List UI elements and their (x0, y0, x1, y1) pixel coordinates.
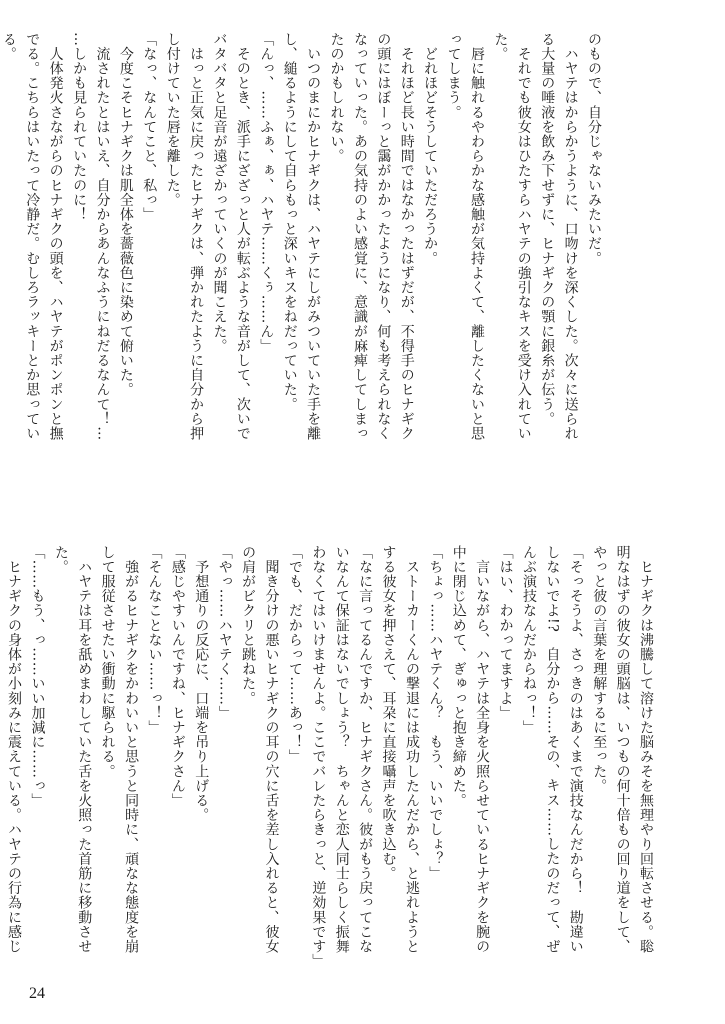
text-line: それほど長い時間ではなかったはずだが、不得手のヒナギク (398, 32, 415, 441)
text-line: んぶ演技なんだからねっ！」 (520, 545, 537, 735)
text-line: 「そっそうよ、さっきのはあくまで演技なんだから！ 勘違い (567, 545, 584, 954)
text-line: る。 (0, 32, 17, 62)
text-line: そのとき、派手にざざっと人が転ぶような音がして、次いで (234, 32, 251, 441)
text-line: ヒナギクは沸騰して溶けた脳みそを無理やり回転させる。聡 (638, 545, 654, 954)
text-line: 「なに言ってるんですか、ヒナギクさん。彼がもう戻ってこな (357, 545, 374, 954)
text-line: 言いながら、ハヤテは全身を火照らせているヒナギクを腕の (474, 545, 491, 954)
text-line: 「そんなことない……っ！」 (146, 545, 163, 735)
text-line: 中に閉じ込めて、ぎゅっと抱き締めた。 (450, 545, 467, 808)
text-line: いつのまにかヒナギクは、ハヤテにしがみついていた手を離 (305, 32, 322, 441)
text-line: それでも彼女はひたすらハヤテの強引なキスを受け入れてい (515, 32, 532, 441)
text-line: 唇に触れるやわらかな感触が気持よくて、離したくないと思 (468, 32, 485, 441)
text-line: し付けていた唇を離した。 (164, 32, 181, 208)
text-line: ハヤテはからかうように、口吻けを深くした。次々に送られ (562, 32, 579, 441)
text-line: バタバタと足音が遠ざかっていくのが聞こえた。 (211, 32, 228, 354)
text-line: でる。こちらはいたって冷静だ。むしろラッキーとか思ってい (24, 32, 41, 441)
text-line: はっと正気に戻ったヒナギクは、弾かれたように自分から押 (188, 32, 205, 441)
text-line: …しかも見られていたのに！ (71, 32, 88, 222)
text-line: 「なっ、なんてこと、私っ」 (141, 32, 158, 222)
text-line: 明なはずの彼女の頭脳は、いつもの何十倍もの回り道をして、 (614, 545, 631, 954)
text-line: やっと彼の言葉を理解するに至った。 (591, 545, 608, 794)
text-line: わなくてはいけませんよ。ここでバレたらきっと、逆効果です」 (310, 545, 327, 969)
text-line: 「はい、わかってますよ」 (497, 545, 514, 721)
text-line: 「んっ、……ふぁ、ぁ、ハヤテ……くぅ……ん」 (258, 32, 275, 354)
text-line: 強がるヒナギクをかわいいと思うと同時に、頑なな態度を崩 (123, 545, 140, 954)
text-line: しないでよ!? 自分から……その、キス……したのだって、ぜ (544, 545, 561, 954)
text-line: 予想通りの反応に、口端を吊り上げる。 (193, 545, 210, 823)
text-line: 人体発火さながらのヒナギクの頭を、ハヤテがポンポンと撫 (47, 32, 64, 441)
text-line: ストーカーくんの撃退には成功したんだから、と逃れようと (403, 545, 420, 954)
text-line: た。 (52, 545, 69, 575)
text-line: ハヤテは耳を舐めまわしていた舌を火照った首筋に移動させ (76, 545, 93, 954)
text-line: なっていった。あの気持のよい感覚に、意識が麻痺してしまっ (351, 32, 368, 441)
text-line: る大量の唾液を飲み下せずに、ヒナギクの顎に銀糸が伝う。 (539, 32, 556, 427)
text-line: 今度こそヒナギクは肌全体を薔薇色に染めて俯いた。 (117, 32, 134, 397)
text-line: ヒナギクの身体が小刻みに震えている。ハヤテの行為に感じ (6, 545, 23, 954)
text-line: たのかもしれない。 (328, 32, 345, 164)
text-line: ってしまう。 (445, 32, 462, 120)
text-line: 「でも、だからって……あっ！」 (286, 545, 303, 764)
text-line: の頭にはぼーっと靄がかかったようになり、何も考えられなく (375, 32, 392, 441)
text-line: 「感じやすいんですね、ヒナギクさん」 (169, 545, 186, 808)
text-line: た。 (492, 32, 509, 62)
text-line: 聞き分けの悪いヒナギクの耳の穴に舌を差し入れると、彼女 (263, 545, 280, 954)
text-line: 「やっ……ハヤテく……」 (216, 545, 233, 721)
text-line: し、縋るようにして自らもっと深いキスをねだっていた。 (281, 32, 298, 412)
text-line: のもので、自分じゃないみたいだ。 (586, 32, 602, 266)
text-line: どれほどそうしていただろうか。 (422, 32, 439, 266)
text-column-top (0, 32, 605, 492)
text-line: 流されたとはいえ、自分からあんなふうにねだるなんて！… (94, 32, 111, 441)
page-number: 24 (29, 985, 45, 1002)
text-line: する彼女を押さえて、耳朶に直接囁声を吹き込む。 (380, 545, 397, 881)
text-line: の肩がビクリと跳ねた。 (240, 545, 257, 706)
text-line: して服従させたい衝動に駆られる。 (99, 545, 116, 779)
text-line: いなんて保証はないでしょう？ ちゃんと恋人同士らしく振舞 (333, 545, 350, 954)
text-column-bottom (2, 545, 657, 969)
text-line: 「……もう、っ……いい加減に……っ」 (29, 545, 46, 808)
text-line: 「ちょっ……ハヤテくん？ もう、いいでしょ？」 (427, 545, 444, 881)
